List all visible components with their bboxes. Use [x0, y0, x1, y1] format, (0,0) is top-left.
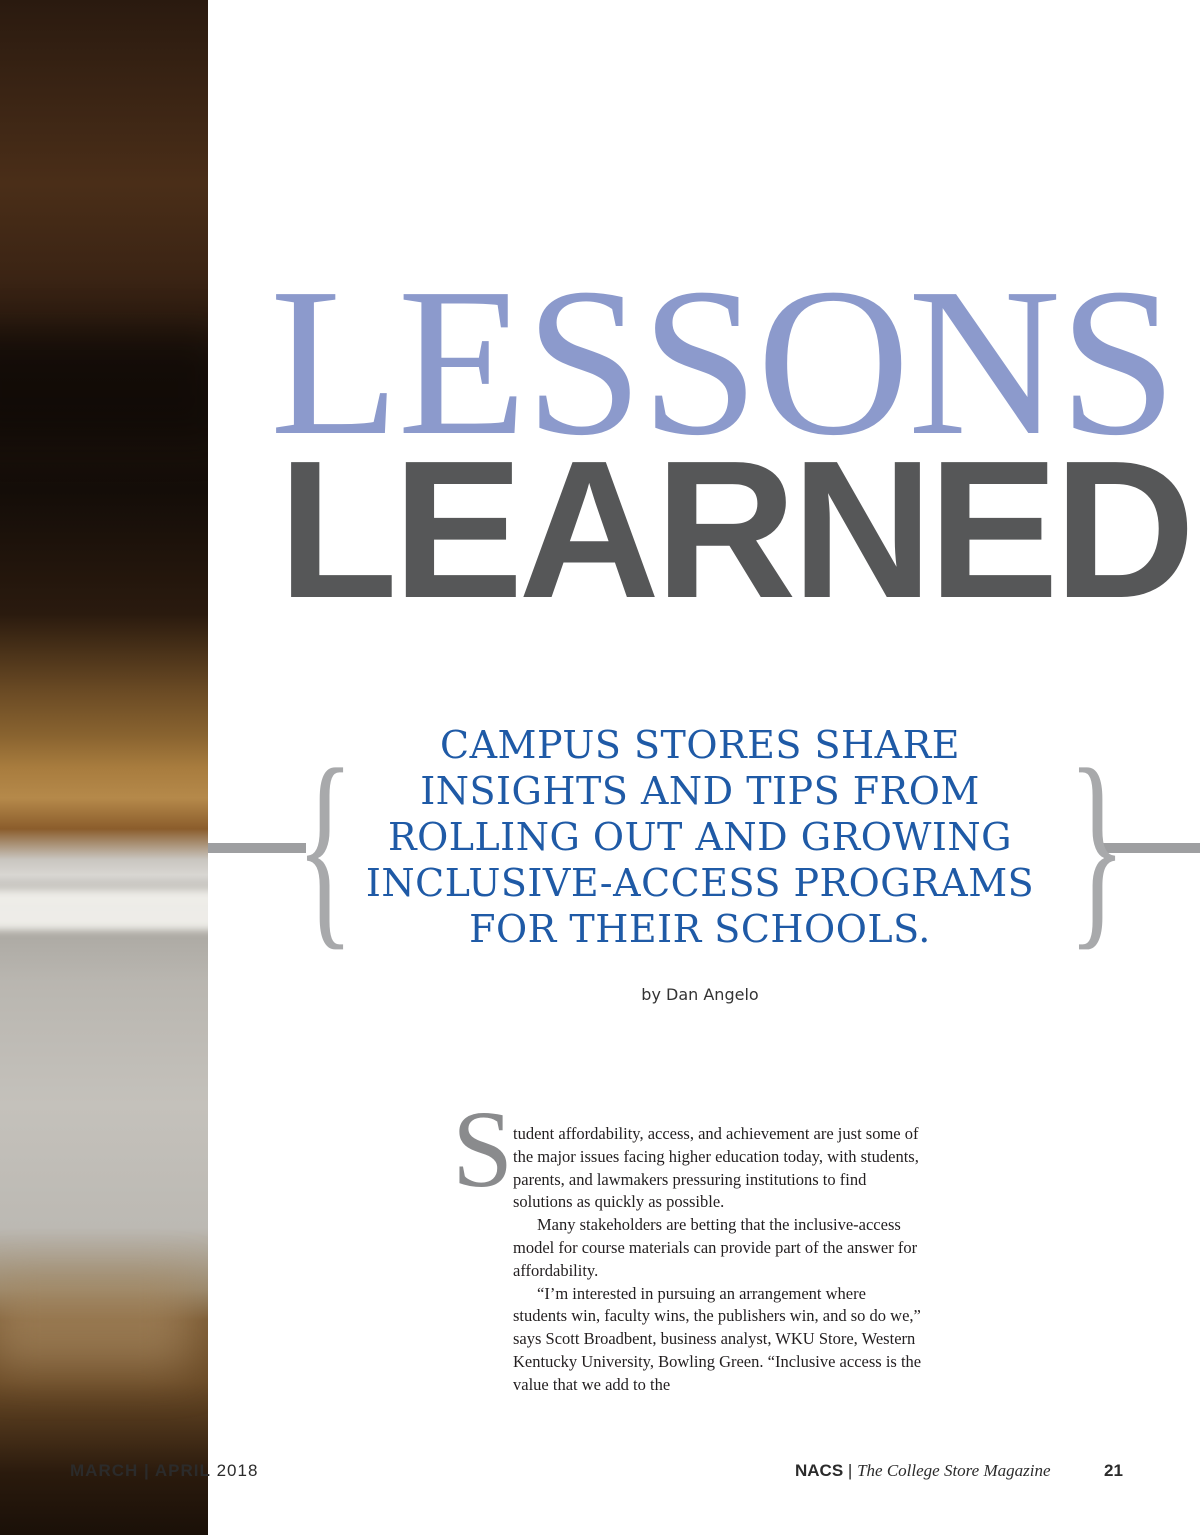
issue-months: MARCH | APRIL — [70, 1461, 211, 1480]
right-brace: } — [1068, 724, 1127, 968]
issue-date — [70, 1461, 258, 1481]
photo-tabletop — [0, 1280, 190, 1370]
left-brace: { — [296, 724, 355, 968]
subtitle-deck: CAMPUS STORES SHARE INSIGHTS AND TIPS FROM ROLLING OUT AND GROWING INCLUSIVE-ACCESS PROGRAMS FOR THEIR SCHOOLS. — [365, 723, 1035, 951]
drop-cap: S — [452, 1088, 514, 1210]
paragraph-2: Many stakeholders are betting that the inclusive-access model for course materials can provide part of the answer for affordability. — [513, 1215, 918, 1280]
issue-year: 2018 — [216, 1461, 259, 1480]
byline: by Dan Angelo — [641, 985, 759, 1004]
paragraph-1: tudent affordability, access, and achievement are just some of the major issues facing higher education today, with students, parents, and lawmakers pressuring institutions to find solutions as quickly as possible. — [513, 1124, 919, 1212]
publisher-name: NACS — [795, 1461, 844, 1480]
footer-separator: | — [847, 1461, 853, 1480]
page-number: 21 — [1104, 1461, 1123, 1480]
article-body — [513, 1123, 923, 1397]
publication-name — [795, 1461, 1051, 1481]
left-rule — [208, 843, 306, 853]
title-lessons: LESSONS — [270, 244, 1175, 479]
photo-highlight — [0, 890, 208, 930]
photo-shadow — [0, 330, 208, 440]
cover-photo — [0, 0, 208, 1535]
magazine-title: The College Store Magazine — [857, 1461, 1051, 1480]
title-learned: LEARNED — [278, 420, 1191, 639]
paragraph-3: “I’m interested in pursuing an arrangement where students win, faculty wins, the publishers win, and so do we,” says Scott Broadbent, business analyst, WKU Store, Western Kentucky University, Bowling Green. “Inclusive access is the value that we add to the — [513, 1283, 922, 1394]
